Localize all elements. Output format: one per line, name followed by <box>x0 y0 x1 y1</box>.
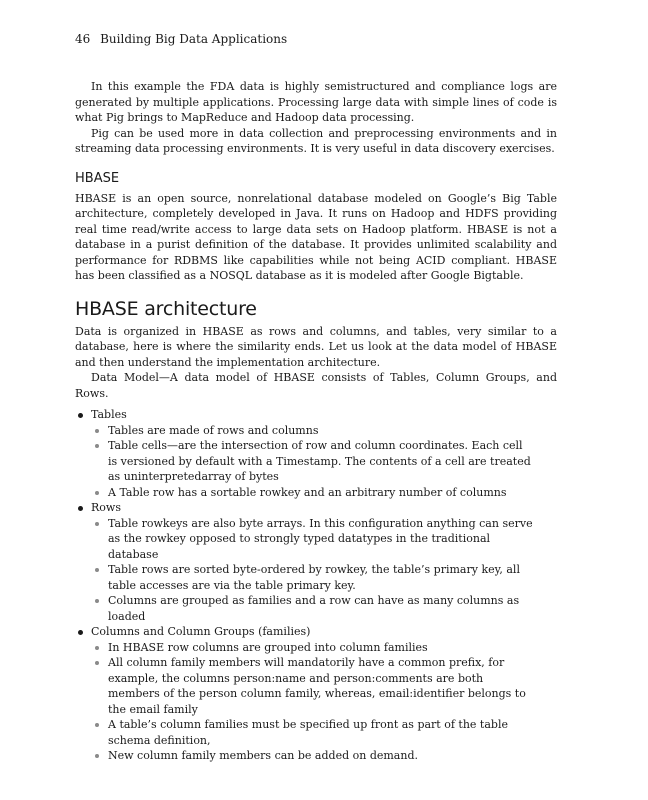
intro-paragraph: In this example the FDA data is highly semistructured and compliance logs are generated by multiple applications. Processing large data with simple lines of code is what Pig brings to MapReduce and Hadoop data processing. <box>75 80 557 124</box>
intro-paragraph: Pig can be used more in data collection and preprocessing environments and in streaming data processing environments. It is very useful in data discovery exercises. <box>75 126 557 155</box>
list-item-rows <box>75 500 557 624</box>
page-body <box>75 79 557 764</box>
sub-list-item: New column family members can be added on demand. <box>91 748 557 764</box>
list-item-label: Rows <box>91 501 121 514</box>
sub-list-item: Table rows are sorted byte-ordered by rowkey, the table’s primary key, all table accesses are via the table primary key. <box>91 562 557 593</box>
sub-list-item: All column family members will mandatorily have a common prefix, for example, the columns person:name and person:comments are both members of the person column family, whereas, email:identifier belongs to the email family <box>91 655 557 717</box>
sub-list-item: Table rowkeys are also byte arrays. In this configuration anything can serve as the rowkey opposed to strongly typed datatypes in the traditional database <box>91 516 557 563</box>
sub-list-item: A table’s column families must be specified up front as part of the table schema definition, <box>91 717 557 748</box>
sub-list <box>91 423 557 501</box>
data-model-list <box>75 407 557 764</box>
sub-list-item: In HBASE row columns are grouped into column families <box>91 640 557 656</box>
data-model-paragraph: Data Model—A data model of HBASE consists of Tables, Column Groups, and Rows. <box>75 371 557 400</box>
running-title: Building Big Data Applications <box>100 32 288 46</box>
list-item-label: Tables <box>91 408 127 421</box>
architecture-paragraph: Data is organized in HBASE as rows and columns, and tables, very similar to a database, here is where the similarity ends. Let us look at the data model of HBASE and then understand the implementation architecture. <box>75 324 557 369</box>
list-item-column-groups <box>75 624 557 764</box>
page-number: 46 <box>75 32 91 46</box>
sub-list <box>91 640 557 764</box>
section-heading-hbase: HBASE <box>75 170 120 186</box>
running-header <box>75 31 287 47</box>
section-heading-architecture: HBASE architecture <box>75 297 257 320</box>
hbase-paragraph: HBASE is an open source, nonrelational database modeled on Google’s Big Table architecture, completely developed in Java. It runs on Hadoop and HDFS providing real time read/write access to large data sets on Hadoop platform. HBASE is not a database in a purist definition of the database. It provides unlimited scalability and performance for RDBMS like capabilities while not being ACID compliant. HBASE has been classified as a NOSQL database as it is modeled after Google Bigtable. <box>75 191 557 282</box>
sub-list-item: Table cells—are the intersection of row and column coordinates. Each cell is versioned by default with a Timestamp. The contents of a cell are treated as uninterpretedarray of bytes <box>91 438 557 485</box>
sub-list-item: A Table row has a sortable rowkey and an arbitrary number of columns <box>91 485 557 501</box>
sub-list-item: Columns are grouped as families and a row can have as many columns as loaded <box>91 593 557 624</box>
sub-list-item: Tables are made of rows and columns <box>91 423 557 439</box>
list-item-label: Columns and Column Groups (families) <box>91 625 311 638</box>
sub-list <box>91 516 557 625</box>
list-item-tables <box>75 407 557 500</box>
